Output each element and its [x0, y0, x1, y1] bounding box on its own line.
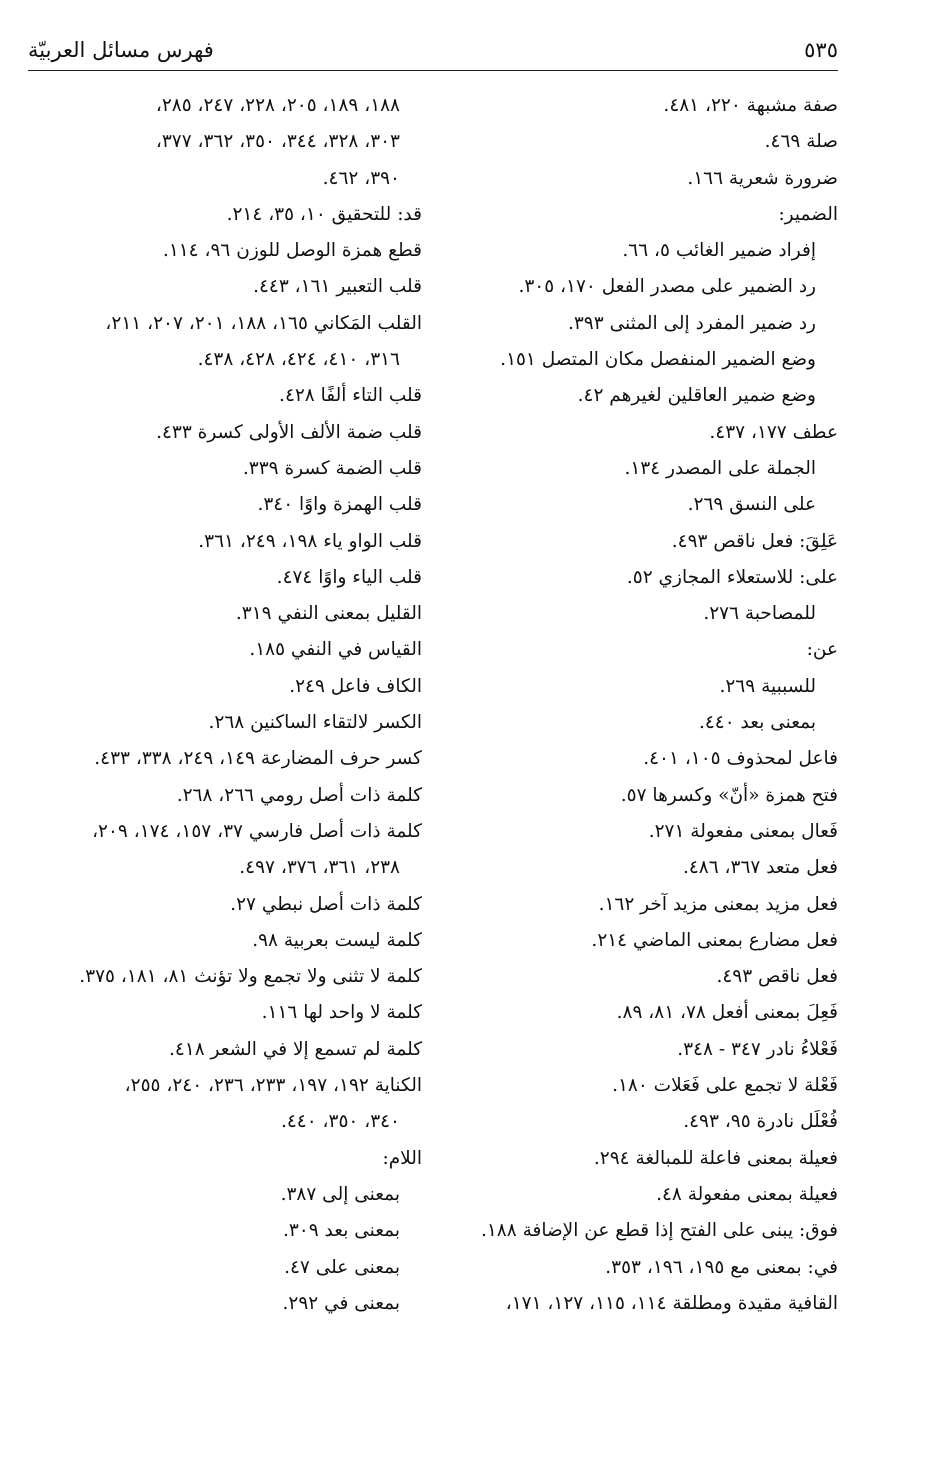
index-entry: كلمة لا واحد لها ١١٦. [261, 1002, 422, 1024]
index-entry: الكناية ١٩٢، ١٩٧، ٢٣٣، ٢٣٦، ٢٤٠، ٢٥٥، [124, 1075, 422, 1097]
index-entry: بمعنى في ٢٩٢. [282, 1292, 400, 1314]
index-entry: فعل مزيد بمعنى مزيد آخر ١٦٢. [598, 893, 838, 915]
index-entry: وضع الضمير المنفصل مكان المتصل ١٥١. [500, 349, 816, 371]
page-number: ٥٣٥ [804, 38, 838, 62]
index-entry: فتح همزة «أنّ» وكسرها ٥٧. [620, 784, 838, 806]
page-header [28, 36, 838, 71]
index-entry: فاعل لمحذوف ١٠٥، ٤٠١. [643, 748, 838, 770]
index-entry: فوق: يبنى على الفتح إذا قطع عن الإضافة ١٨٨. [480, 1220, 838, 1242]
index-entry: بمعنى بعد ٣٠٩. [282, 1220, 400, 1242]
index-entry: ٢٣٨، ٣٦١، ٣٧٦، ٤٩٧. [239, 857, 400, 879]
index-entry: وضع ضمير العاقلين لغيرهم ٤٢. [577, 385, 816, 407]
index-entry: كلمة لم تسمع إلا في الشعر ٤١٨. [168, 1038, 422, 1060]
index-entry: إفراد ضمير الغائب ٥، ٦٦. [622, 240, 816, 262]
index-entry: صفة مشبهة ٢٢٠، ٤٨١. [663, 95, 838, 116]
index-entry: القافية مقيدة ومطلقة ١١٤، ١١٥، ١٢٧، ١٧١، [505, 1292, 838, 1314]
index-entry: رد الضمير على مصدر الفعل ١٧٠، ٣٠٥. [518, 276, 816, 298]
index-entry: الكسر لالتقاء الساكنين ٢٦٨. [208, 712, 422, 734]
index-entry: فَعال بمعنى مفعولة ٢٧١. [648, 820, 838, 842]
index-entry: على النسق ٢٦٩. [687, 494, 816, 516]
index-entry: كلمة ذات أصل نبطي ٢٧. [230, 893, 422, 915]
index-entry: ٣٩٠، ٤٦٢. [322, 167, 400, 189]
index-entry: للسببية ٢٦٩. [719, 675, 816, 697]
index-entry: قلب الضمة كسرة ٣٣٩. [242, 457, 422, 479]
index-entry: قلب ضمة الألف الأولى كسرة ٤٣٣. [156, 421, 422, 443]
index-entry: فعل ناقص ٤٩٣. [716, 966, 838, 988]
index-entry: في: بمعنى مع ١٩٥، ١٩٦، ٣٥٣. [605, 1256, 838, 1278]
index-entry: قلب التعبير ١٦١، ٤٤٣. [253, 276, 422, 298]
index-entry: فعيلة بمعنى فاعلة للمبالغة ٢٩٤. [593, 1147, 838, 1169]
index-entry: رد ضمير المفرد إلى المثنى ٣٩٣. [567, 312, 816, 334]
index-entry: ٣٤٠، ٣٥٠، ٤٤٠. [280, 1111, 400, 1133]
index-entry: فعل مضارع بمعنى الماضي ٢١٤. [591, 929, 838, 951]
index-entry: فُعْلَل نادرة ٩٥، ٤٩٣. [683, 1111, 838, 1133]
index-entry: ٣١٦، ٤١٠، ٤٢٤، ٤٢٨، ٤٣٨. [197, 349, 400, 371]
index-entry: قلب التاء ألفًا ٤٢٨. [279, 385, 422, 407]
index-entry: كلمة ليست بعربية ٩٨. [252, 929, 422, 951]
index-entry: قلب الهمزة واوًا ٣٤٠. [257, 494, 422, 516]
index-entry: اللام: [382, 1147, 422, 1169]
index-entry: فَعِلَ بمعنى أفعل ٧٨، ٨١، ٨٩. [616, 1002, 838, 1024]
index-entry: القياس في النفي ١٨٥. [249, 639, 422, 661]
index-entry: عن: [806, 639, 838, 661]
index-entry: فعيلة بمعنى مفعولة ٤٨. [656, 1183, 838, 1205]
index-entry: الضمير: [778, 203, 838, 225]
index-entry: عطف ١٧٧، ٤٣٧. [709, 421, 838, 443]
index-entry: بمعنى إلى ٣٨٧. [280, 1183, 400, 1205]
index-entry: كلمة ذات أصل فارسي ٣٧، ١٥٧، ١٧٤، ٢٠٩، [92, 820, 422, 842]
index-entry: عَلِقَ: فعل ناقص ٤٩٣. [671, 530, 838, 552]
index-entry: كلمة ذات أصل رومي ٢٦٦، ٢٦٨. [176, 784, 422, 806]
index-entry: ٣٠٣، ٣٢٨، ٣٤٤، ٣٥٠، ٣٦٢، ٣٧٧، [155, 131, 400, 153]
index-entry: كلمة لا تثنى ولا تجمع ولا تؤنث ٨١، ١٨١، ٣٧٥. [79, 966, 422, 988]
running-title: فهرس مسائل العربيّة [28, 38, 214, 62]
index-entry: للمصاحبة ٢٧٦. [703, 603, 816, 625]
index-entry: ضرورة شعرية ١٦٦. [687, 167, 838, 189]
index-entry: فَعْلاءُ نادر ٣٤٧ - ٣٤٨. [677, 1038, 838, 1060]
index-entry: الجملة على المصدر ١٣٤. [624, 457, 816, 479]
index-entry: القلب المَكاني ١٦٥، ١٨٨، ٢٠١، ٢٠٧، ٢١١، [105, 312, 422, 334]
index-entry: قلب الياء واوًا ٤٧٤. [276, 566, 422, 588]
index-entry: الكاف فاعل ٢٤٩. [289, 675, 422, 697]
index-entry: كسر حرف المضارعة ١٤٩، ٢٤٩، ٣٣٨، ٤٣٣. [94, 748, 422, 770]
index-entry: صلة ٤٦٩. [764, 131, 838, 153]
index-entry: فَعْلة لا تجمع على فَعَلات ١٨٠. [612, 1075, 838, 1097]
index-entry: ١٨٨، ١٨٩، ٢٠٥، ٢٢٨، ٢٤٧، ٢٨٥، [155, 95, 400, 116]
index-entry: قطع همزة الوصل للوزن ٩٦، ١١٤. [162, 240, 422, 262]
index-entry: فعل متعد ٣٦٧، ٤٨٦. [682, 857, 838, 879]
index-column-right [438, 88, 838, 1322]
index-entry: بمعنى على ٤٧. [284, 1256, 400, 1278]
index-entry: قد: للتحقيق ١٠، ٣٥، ٢١٤. [226, 203, 422, 225]
index-entry: على: للاستعلاء المجازي ٥٢. [626, 566, 838, 588]
index-column-left [12, 88, 422, 1322]
index-entry: القليل بمعنى النفي ٣١٩. [235, 603, 422, 625]
index-entry: بمعنى بعد ٤٤٠. [698, 712, 816, 734]
index-entry: قلب الواو ياء ١٩٨، ٢٤٩، ٣٦١. [198, 530, 422, 552]
